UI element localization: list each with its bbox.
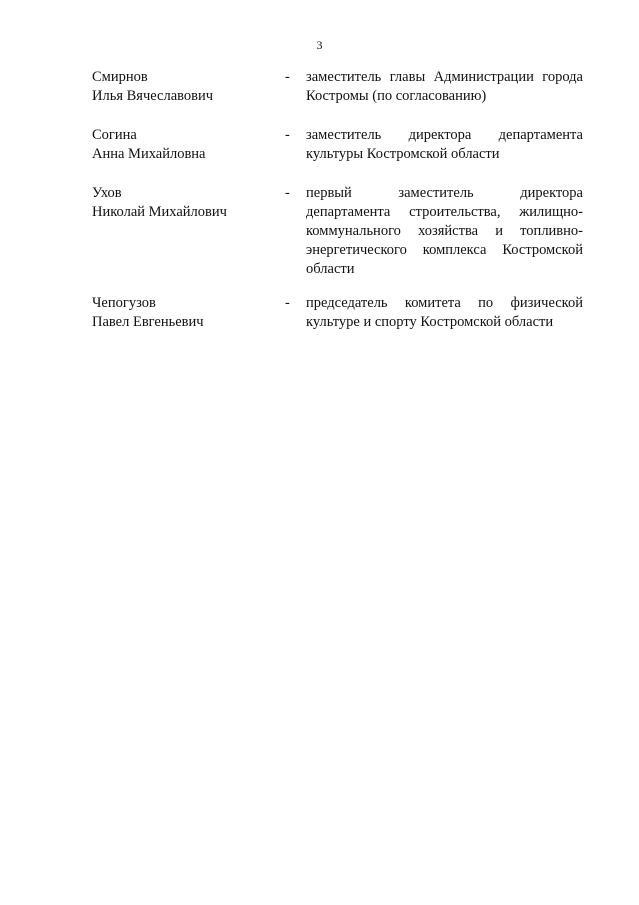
member-surname: Смирнов <box>92 69 148 85</box>
member-name <box>92 126 272 164</box>
member-given-names: Анна Михайловна <box>92 146 206 162</box>
member-surname: Согина <box>92 127 137 143</box>
member-role: председатель комитета по физической культуре и спорту Костромской области <box>306 295 583 330</box>
member-surname: Ухов <box>92 185 122 201</box>
member-role: первый заместитель директора департамента строительства, жилищно-коммунального хозяйства и топливно-энергетического комплекса Костромской области <box>306 185 583 277</box>
member-role: заместитель главы Администрации города Костромы (по согласованию) <box>306 69 583 104</box>
member-name <box>92 184 272 222</box>
member-surname: Чепогузов <box>92 295 156 311</box>
member-dash: - <box>285 295 290 311</box>
member-given-names: Илья Вячеславович <box>92 88 214 104</box>
member-dash: - <box>285 69 290 85</box>
member-name <box>92 68 272 106</box>
member-role: заместитель директора департамента культуры Костромской области <box>306 127 583 162</box>
member-given-names: Павел Евгеньевич <box>92 314 204 330</box>
member-given-names: Николай Михайлович <box>92 204 227 220</box>
member-dash: - <box>285 185 290 201</box>
page-number: 3 <box>316 38 323 52</box>
member-dash: - <box>285 127 290 143</box>
member-name <box>92 294 272 332</box>
